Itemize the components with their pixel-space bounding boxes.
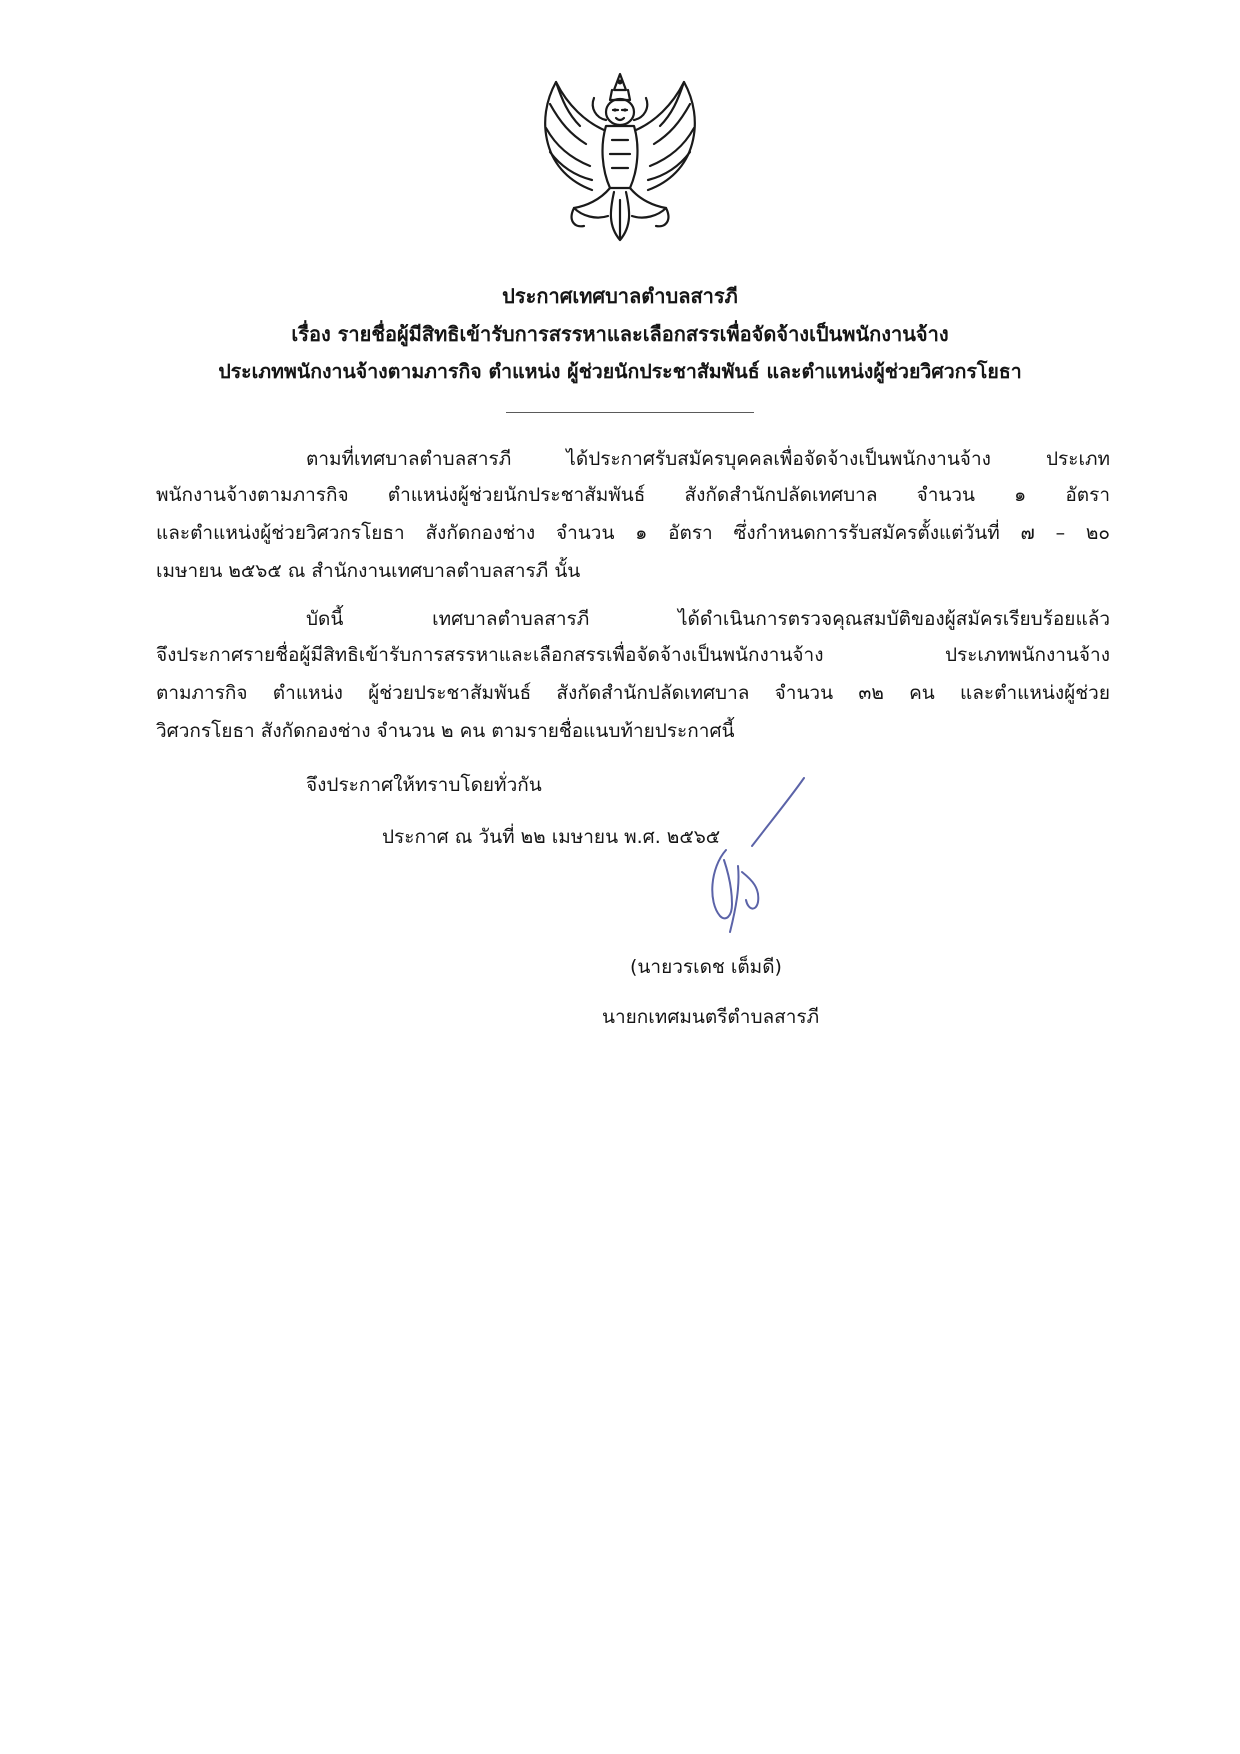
announcement-date: ประกาศ ณ วันที่ ๒๒ เมษายน พ.ศ. ๒๕๖๕ bbox=[382, 826, 721, 848]
paragraph-2-line-4: วิศวกรโยธา สังกัดกองช่าง จำนวน ๒ คน ตามรายชื่อแนบท้ายประกาศนี้ bbox=[156, 720, 735, 742]
signatory-position: นายกเทศมนตรีตำบลสารภี bbox=[602, 1006, 820, 1028]
paragraph-2-line-1: บัดนี้ เทศบาลตำบลสารภี ได้ดำเนินการตรวจคุณสมบัติของผู้สมัครเรียบร้อยแล้ว bbox=[306, 608, 1110, 630]
paragraph-1-line-3: และตำแหน่งผู้ช่วยวิศวกรโยธา สังกัดกองช่าง จำนวน ๑ อัตรา ซึ่งกำหนดการรับสมัครตั้งแต่วันที่ ๗ – ๒๐ bbox=[156, 522, 1110, 544]
announcement-subject-continued: ประเภทพนักงานจ้างตามภารกิจ ตำแหน่ง ผู้ช่วยนักประชาสัมพันธ์ และตำแหน่งผู้ช่วยวิศวกรโยธา bbox=[218, 360, 1022, 383]
signatory-name: (นายวรเดช เต็มดี) bbox=[630, 956, 782, 978]
paragraph-1-line-1: ตามที่เทศบาลตำบลสารภี ได้ประกาศรับสมัครบุคคลเพื่อจัดจ้างเป็นพนักงานจ้าง ประเภท bbox=[306, 448, 1110, 470]
handwritten-signature bbox=[680, 776, 810, 946]
garuda-emblem-icon bbox=[534, 70, 706, 252]
paragraph-1-line-2: พนักงานจ้างตามภารกิจ ตำแหน่งผู้ช่วยนักประชาสัมพันธ์ สังกัดสำนักปลัดเทศบาล จำนวน ๑ อัตรา bbox=[156, 484, 1110, 506]
title-divider bbox=[506, 412, 754, 413]
paragraph-2-line-2: จึงประกาศรายชื่อผู้มีสิทธิเข้ารับการสรรหาและเลือกสรรเพื่อจัดจ้างเป็นพนักงานจ้าง ประเภทพนักงานจ้าง bbox=[156, 644, 1110, 666]
announcement-title: ประกาศเทศบาลตำบลสารภี bbox=[502, 284, 738, 308]
announcement-subject: เรื่อง รายชื่อผู้มีสิทธิเข้ารับการสรรหาและเลือกสรรเพื่อจัดจ้างเป็นพนักงานจ้าง bbox=[291, 322, 949, 346]
closing-statement: จึงประกาศให้ทราบโดยทั่วกัน bbox=[306, 774, 542, 796]
paragraph-2-line-3: ตามภารกิจ ตำแหน่ง ผู้ช่วยประชาสัมพันธ์ สังกัดสำนักปลัดเทศบาล จำนวน ๓๒ คน และตำแหน่งผู้ช่วย bbox=[156, 682, 1110, 704]
paragraph-1-line-4: เมษายน ๒๕๖๕ ณ สำนักงานเทศบาลตำบลสารภี นั้น bbox=[156, 560, 581, 582]
